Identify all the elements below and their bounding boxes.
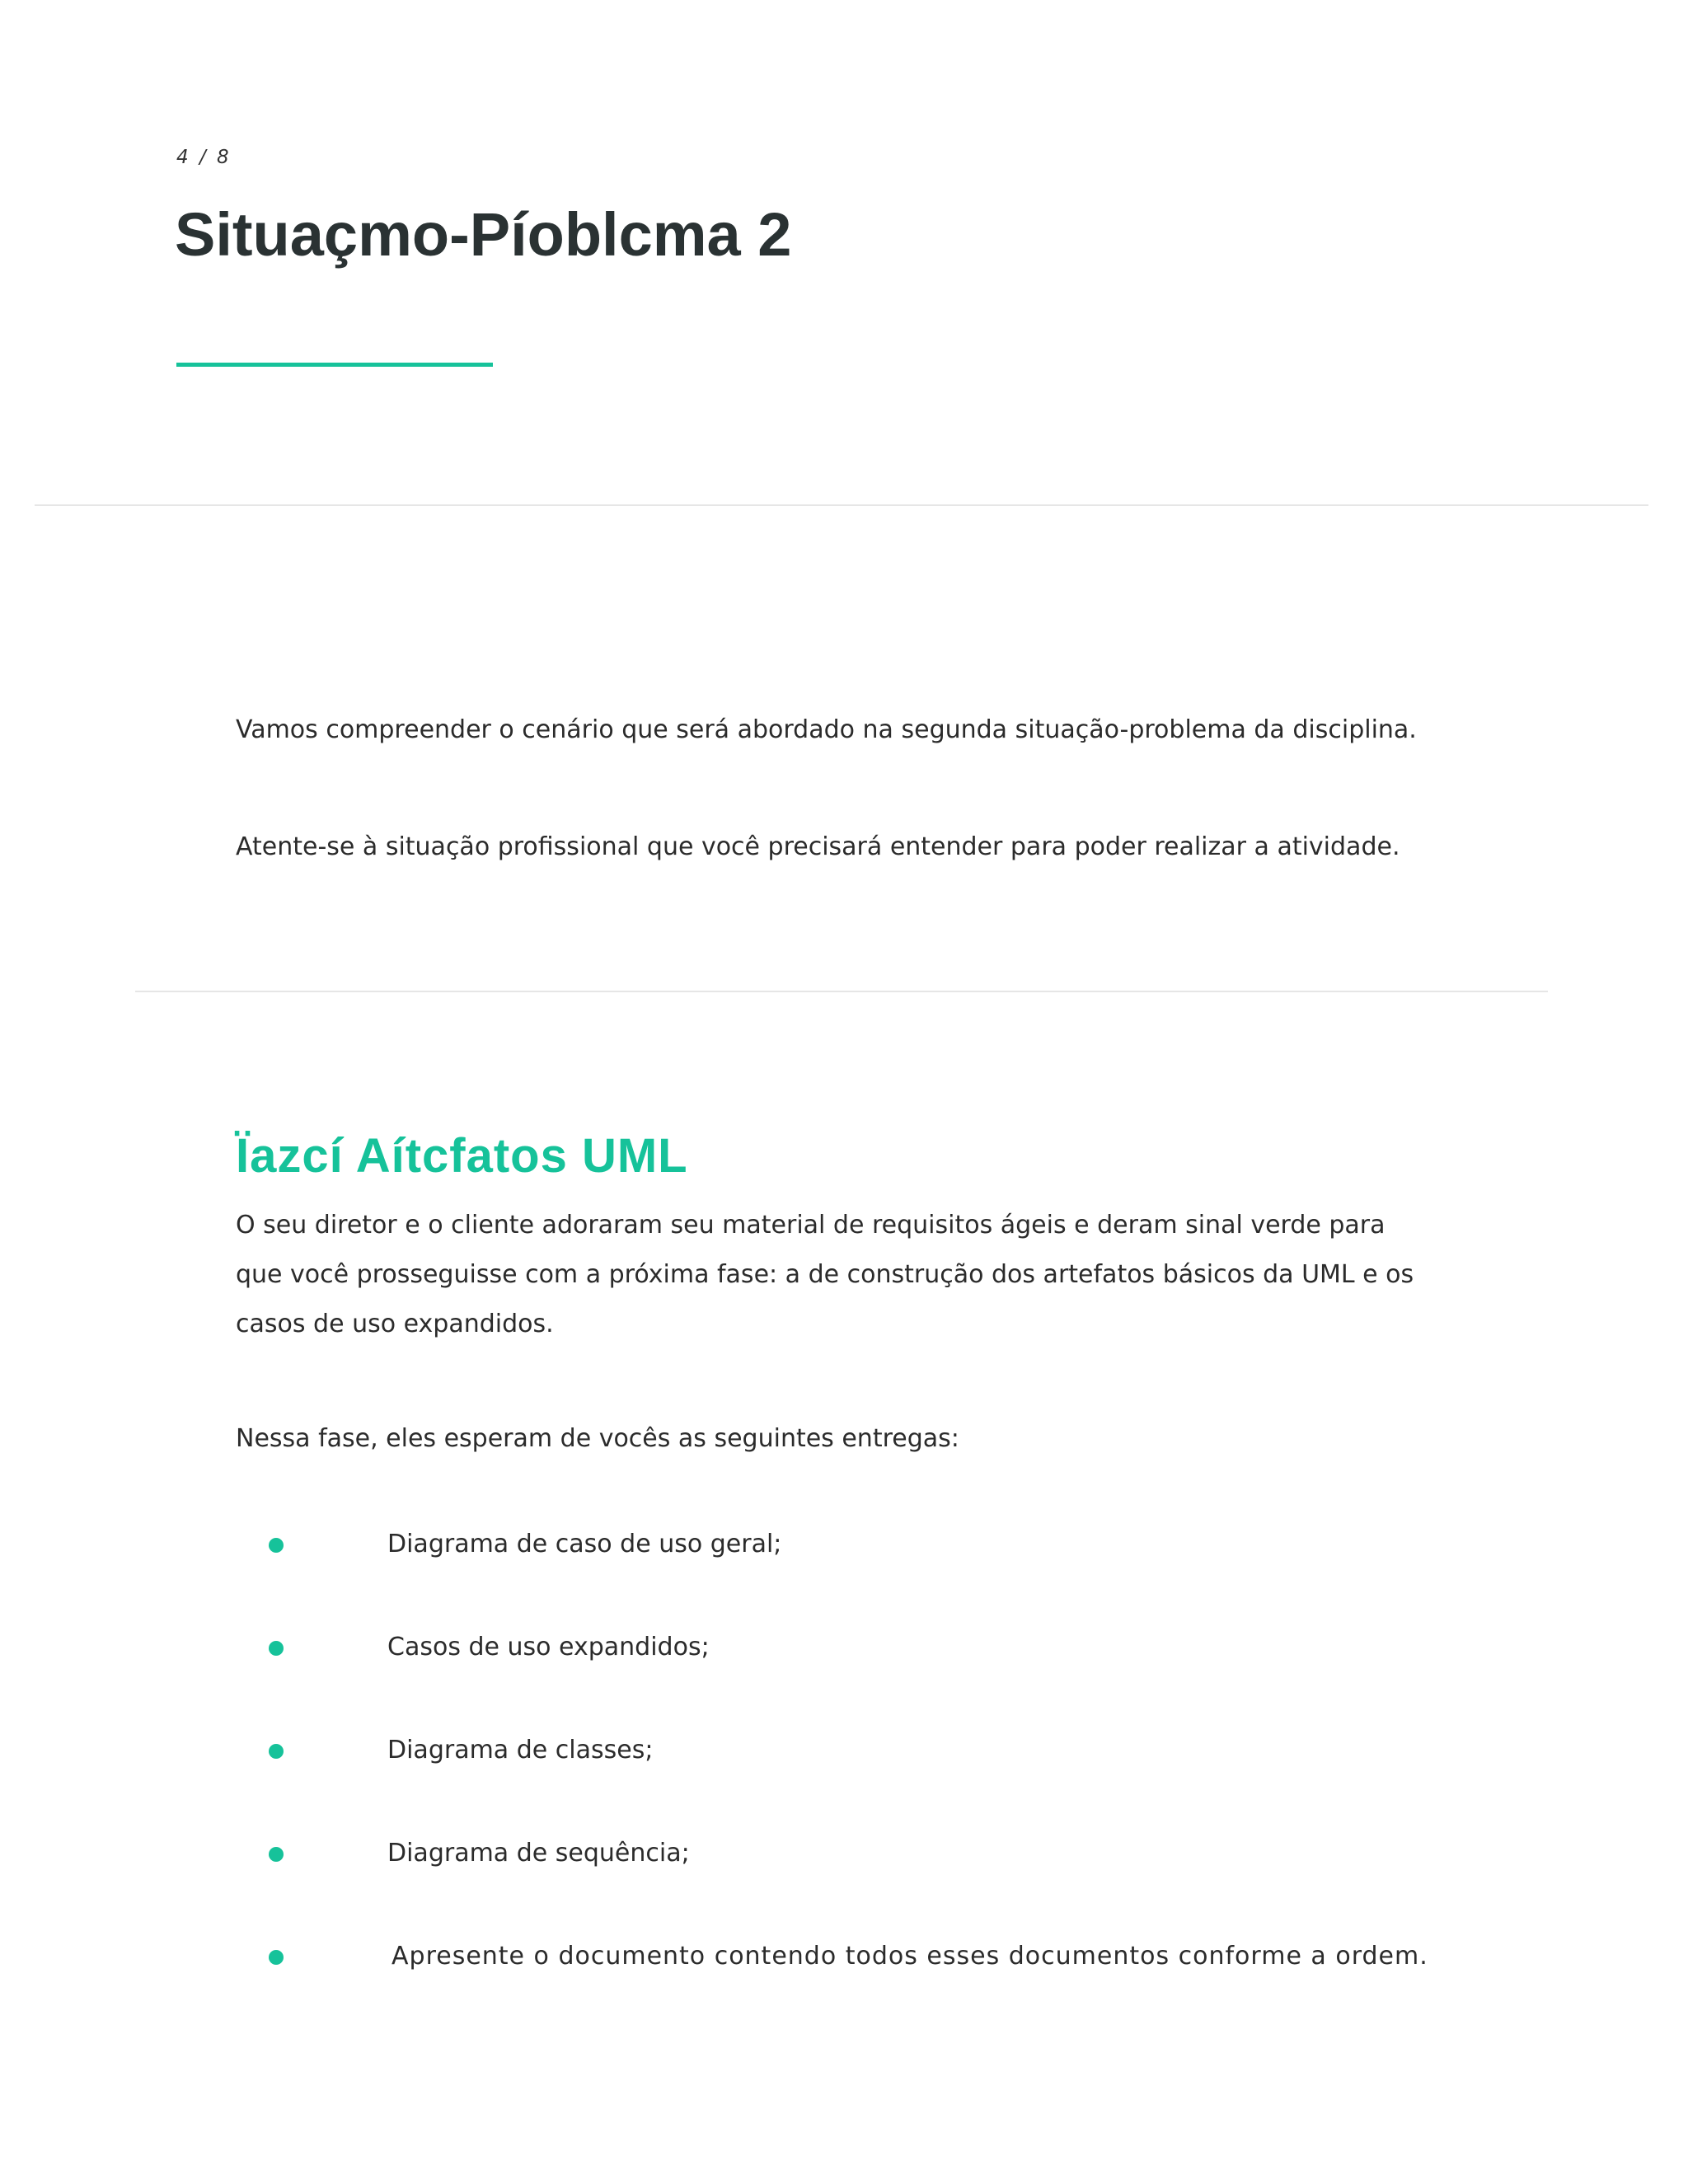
section-body: O seu diretor e o cliente adoraram seu material de requisitos ágeis e deram sinal verde para que você prosseguisse com a próxima fase: a de construção dos artefatos básicos da UML e os casos de uso expandidos. (236, 1211, 1414, 1338)
deliverables-intro: Nessa fase, eles esperam de vocês as seguintes entregas: (236, 1424, 959, 1453)
list-item (264, 1623, 1500, 1672)
bullet-dot-icon (269, 1744, 284, 1759)
title-underline (176, 363, 493, 367)
list-item (264, 1726, 1500, 1775)
section-divider-middle (135, 991, 1548, 992)
intro-paragraph-2: Atente-se à situação profissional que você precisará entender para poder realizar a atividade. (236, 832, 1400, 861)
list-item (264, 1829, 1500, 1878)
section-divider-top (35, 504, 1648, 506)
bullet-dot-icon (269, 1538, 284, 1553)
bullet-dot-icon (269, 1641, 284, 1656)
intro-paragraph-1: Vamos compreender o cenário que será abordado na segunda situação-problema da disciplina. (236, 715, 1417, 744)
lesson-title: Situaçmo-Píoblcma 2 (175, 200, 792, 269)
list-item (264, 1932, 1500, 1981)
section-heading: Ïazcí Aítcfatos UML (236, 1129, 688, 1183)
bullet-dot-icon (269, 1847, 284, 1862)
list-item-text: Casos de uso expandidos; (387, 1633, 710, 1661)
list-item-text: Diagrama de classes; (387, 1736, 654, 1765)
list-item-text: Apresente o documento contendo todos esses documentos conforme a ordem. (392, 1942, 1428, 1971)
page-counter: 4 / 8 (176, 147, 232, 168)
bullet-dot-icon (269, 1950, 284, 1965)
list-item (264, 1520, 1500, 1569)
list-item-text: Diagrama de caso de uso geral; (387, 1530, 782, 1558)
list-item-text: Diagrama de sequência; (387, 1839, 690, 1868)
